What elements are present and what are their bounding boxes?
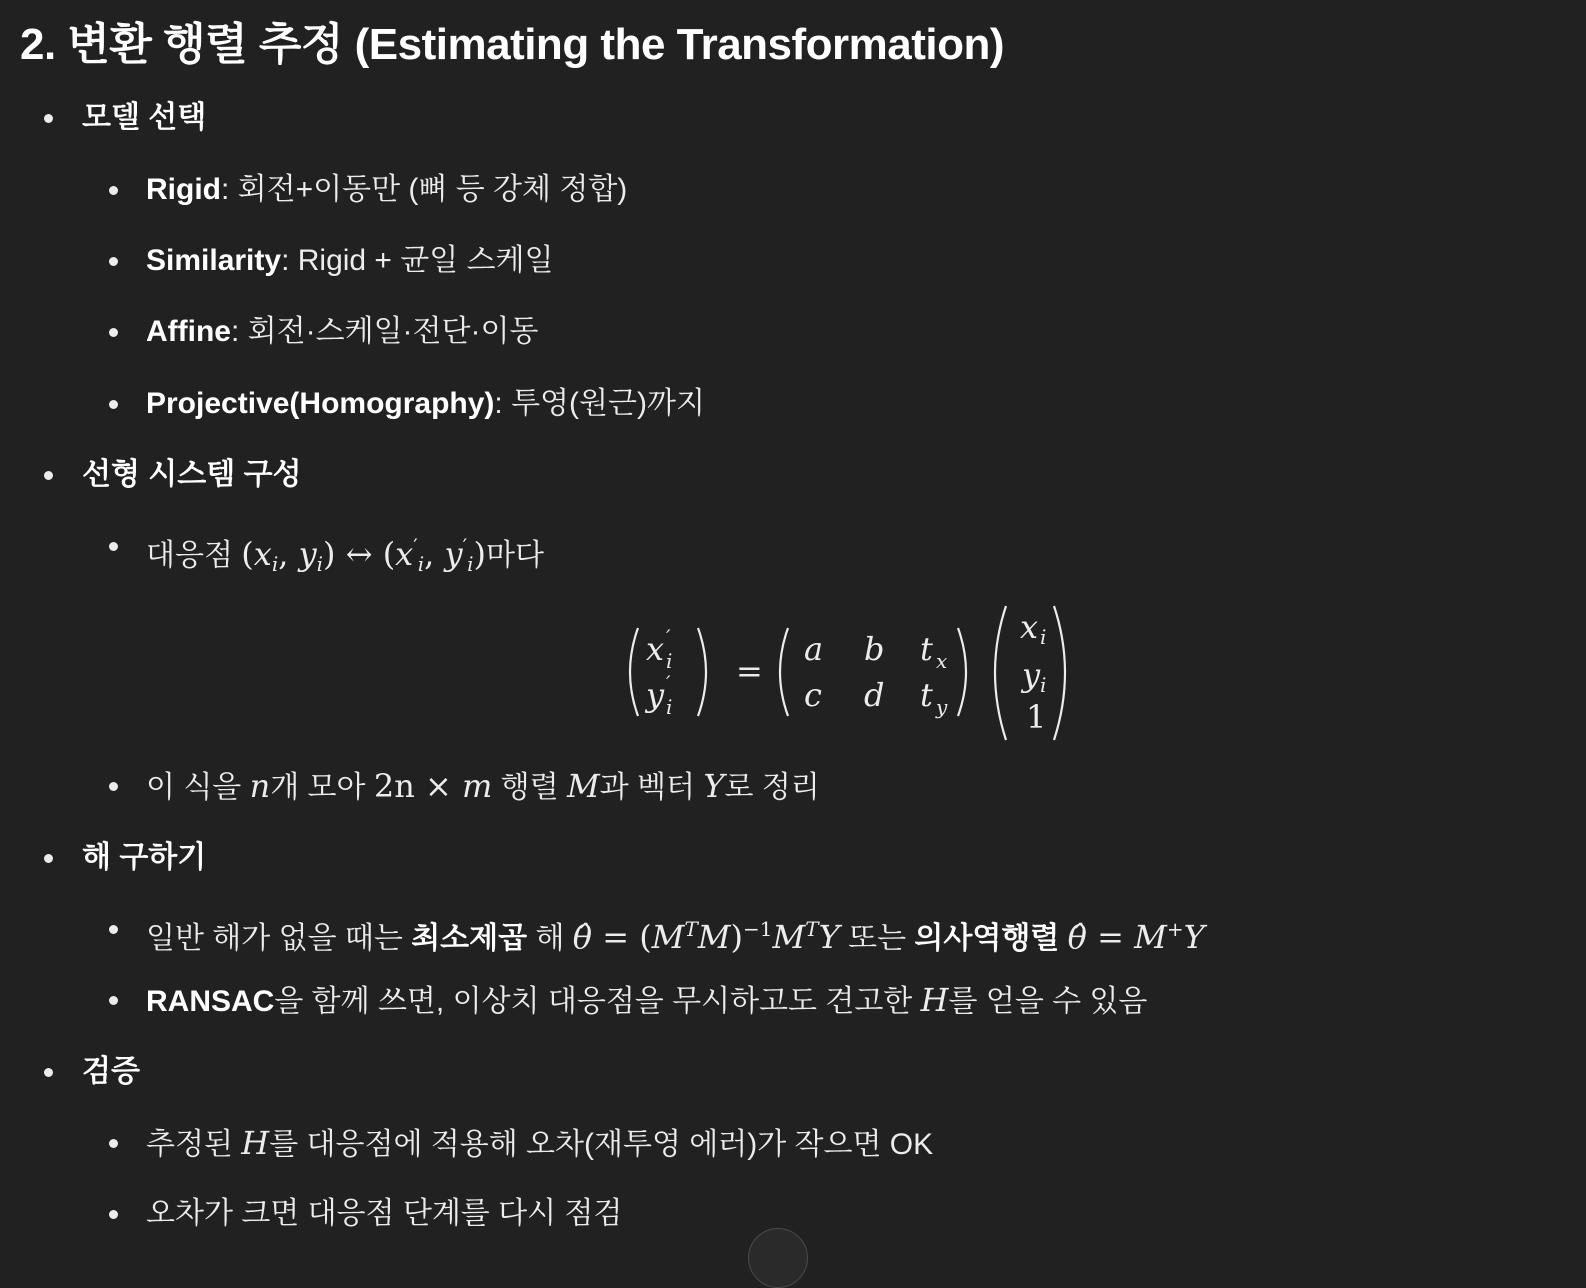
heading-model-selection: 모델 선택	[82, 101, 207, 134]
eq-b: b	[864, 630, 885, 668]
equation-svg	[620, 600, 1070, 750]
eq-x: x	[646, 630, 665, 668]
bullet-icon	[109, 400, 118, 409]
list-item-solving	[20, 838, 206, 878]
term-ransac: RANSAC	[146, 985, 275, 1018]
bullet-icon	[109, 782, 118, 791]
text-stack-4: 과 벡터	[599, 771, 704, 804]
equation-affine-matrix	[620, 600, 1070, 750]
eq-i: i	[1040, 673, 1047, 697]
list-item-similarity	[20, 241, 554, 281]
heading-linear-system: 선형 시스템 구성	[82, 458, 302, 491]
eq-c: c	[804, 676, 822, 714]
term-least-squares: 최소제곱	[411, 922, 528, 955]
list-item-correspondence	[20, 526, 544, 584]
list-item-stack	[20, 766, 820, 808]
paren-right-2	[958, 628, 966, 716]
scroll-down-icon[interactable]	[748, 1228, 808, 1288]
paren-right-3	[1054, 606, 1065, 740]
list-item-projective	[20, 384, 705, 424]
math-n: n	[249, 767, 271, 805]
math-H: H	[920, 981, 949, 1019]
text-reproj-1: 추정된	[146, 1128, 242, 1161]
list-item-validation	[20, 1052, 140, 1092]
eq-x: x	[1020, 608, 1039, 646]
eq-i: i	[666, 695, 673, 719]
desc-rigid: : 회전+이동만 (뼈 등 강체 정합)	[221, 173, 628, 206]
text-ls-2: 해	[527, 922, 573, 955]
list-item-recheck	[20, 1194, 622, 1234]
bullet-icon	[109, 1139, 118, 1148]
eq-equals: =	[736, 652, 763, 690]
desc-similarity: : Rigid + 균일 스케일	[281, 244, 554, 277]
list-item-linear-system	[20, 455, 302, 495]
text-stack-1: 이 식을	[146, 771, 250, 804]
text-ransac-1: 을 함께 쓰면, 이상치 대응점을 무시하고도 견고한	[274, 985, 921, 1018]
section-title: 2. 변환 행렬 추정 (Estimating the Transformation)	[20, 20, 1005, 69]
bullet-icon	[44, 471, 53, 480]
bullet-icon	[109, 186, 118, 195]
eq-one: 1	[1026, 698, 1047, 736]
eq-tx-sub: x	[936, 649, 948, 673]
text-recheck: 오차가 크면 대응점 단계를 다시 점검	[146, 1197, 623, 1230]
paren-right-1	[698, 628, 706, 716]
bullet-icon	[44, 114, 53, 123]
bullet-icon	[44, 1068, 53, 1077]
desc-affine: : 회전·스케일·전단·이동	[231, 315, 539, 348]
term-projective: Projective(Homography)	[146, 387, 495, 420]
list-item-model-selection	[20, 98, 206, 138]
term-similarity: Similarity	[146, 244, 282, 277]
text-stack-2: 개 모아	[270, 771, 374, 804]
list-item-least-squares	[20, 909, 1205, 959]
text-stack-5: 로 정리	[724, 771, 820, 804]
math-M: M	[566, 767, 600, 805]
math-Y: Y	[703, 767, 725, 805]
math-pseudoinverse: θ̂ = M+Y	[1067, 917, 1205, 956]
paren-left-1	[630, 628, 638, 716]
text-stack-3: 행렬	[492, 771, 567, 804]
eq-t: t	[920, 630, 933, 668]
eq-prime: ′	[666, 625, 671, 649]
paren-left-2	[780, 628, 788, 716]
term-rigid: Rigid	[146, 173, 221, 206]
term-pseudoinverse: 의사역행렬	[914, 922, 1060, 955]
bullet-icon	[109, 1210, 118, 1219]
paren-left-3	[995, 606, 1006, 740]
text-correspondence-pre: 대응점	[146, 539, 242, 572]
text-ls-3: 또는	[839, 922, 915, 955]
text-ransac-2: 를 얻을 수 있음	[948, 985, 1148, 1018]
eq-a: a	[804, 630, 824, 668]
bullet-icon	[109, 328, 118, 337]
math-H: H	[241, 1124, 270, 1162]
eq-d: d	[864, 676, 885, 714]
list-item-rigid	[20, 170, 627, 210]
desc-projective: : 투영(원근)까지	[494, 387, 705, 420]
math-least-squares: θ̂ = $(M^TM)^{-1}M^TY$	[572, 917, 840, 956]
eq-ty-sub: y	[936, 695, 948, 719]
text-reproj-2: 를 대응점에 적용해 오차(재투영 에러)가 작으면 OK	[269, 1128, 934, 1161]
bullet-icon	[44, 854, 53, 863]
heading-validation: 검증	[82, 1055, 140, 1088]
eq-prime: ′	[666, 671, 671, 695]
term-affine: Affine	[146, 315, 231, 348]
math-dims: 2n × m	[373, 767, 493, 805]
bullet-icon	[109, 925, 118, 934]
text-ls-1: 일반 해가 없을 때는	[146, 922, 412, 955]
list-item-affine	[20, 312, 538, 352]
bullet-icon	[109, 542, 118, 551]
eq-y: y	[646, 676, 665, 714]
eq-t: t	[920, 676, 933, 714]
list-item-ransac	[20, 980, 1147, 1022]
eq-y: y	[1022, 656, 1041, 694]
bullet-icon	[109, 996, 118, 1005]
list-item-reprojection	[20, 1123, 933, 1165]
heading-solving: 해 구하기	[82, 841, 207, 874]
text-correspondence-post: 마다	[486, 539, 544, 572]
bullet-icon	[109, 257, 118, 266]
math-correspondence: ($x_i$, $y_i$) ↔ ($x'_i$, $y'_i$)	[241, 534, 487, 576]
eq-i: i	[1040, 625, 1047, 649]
eq-i: i	[666, 649, 673, 673]
